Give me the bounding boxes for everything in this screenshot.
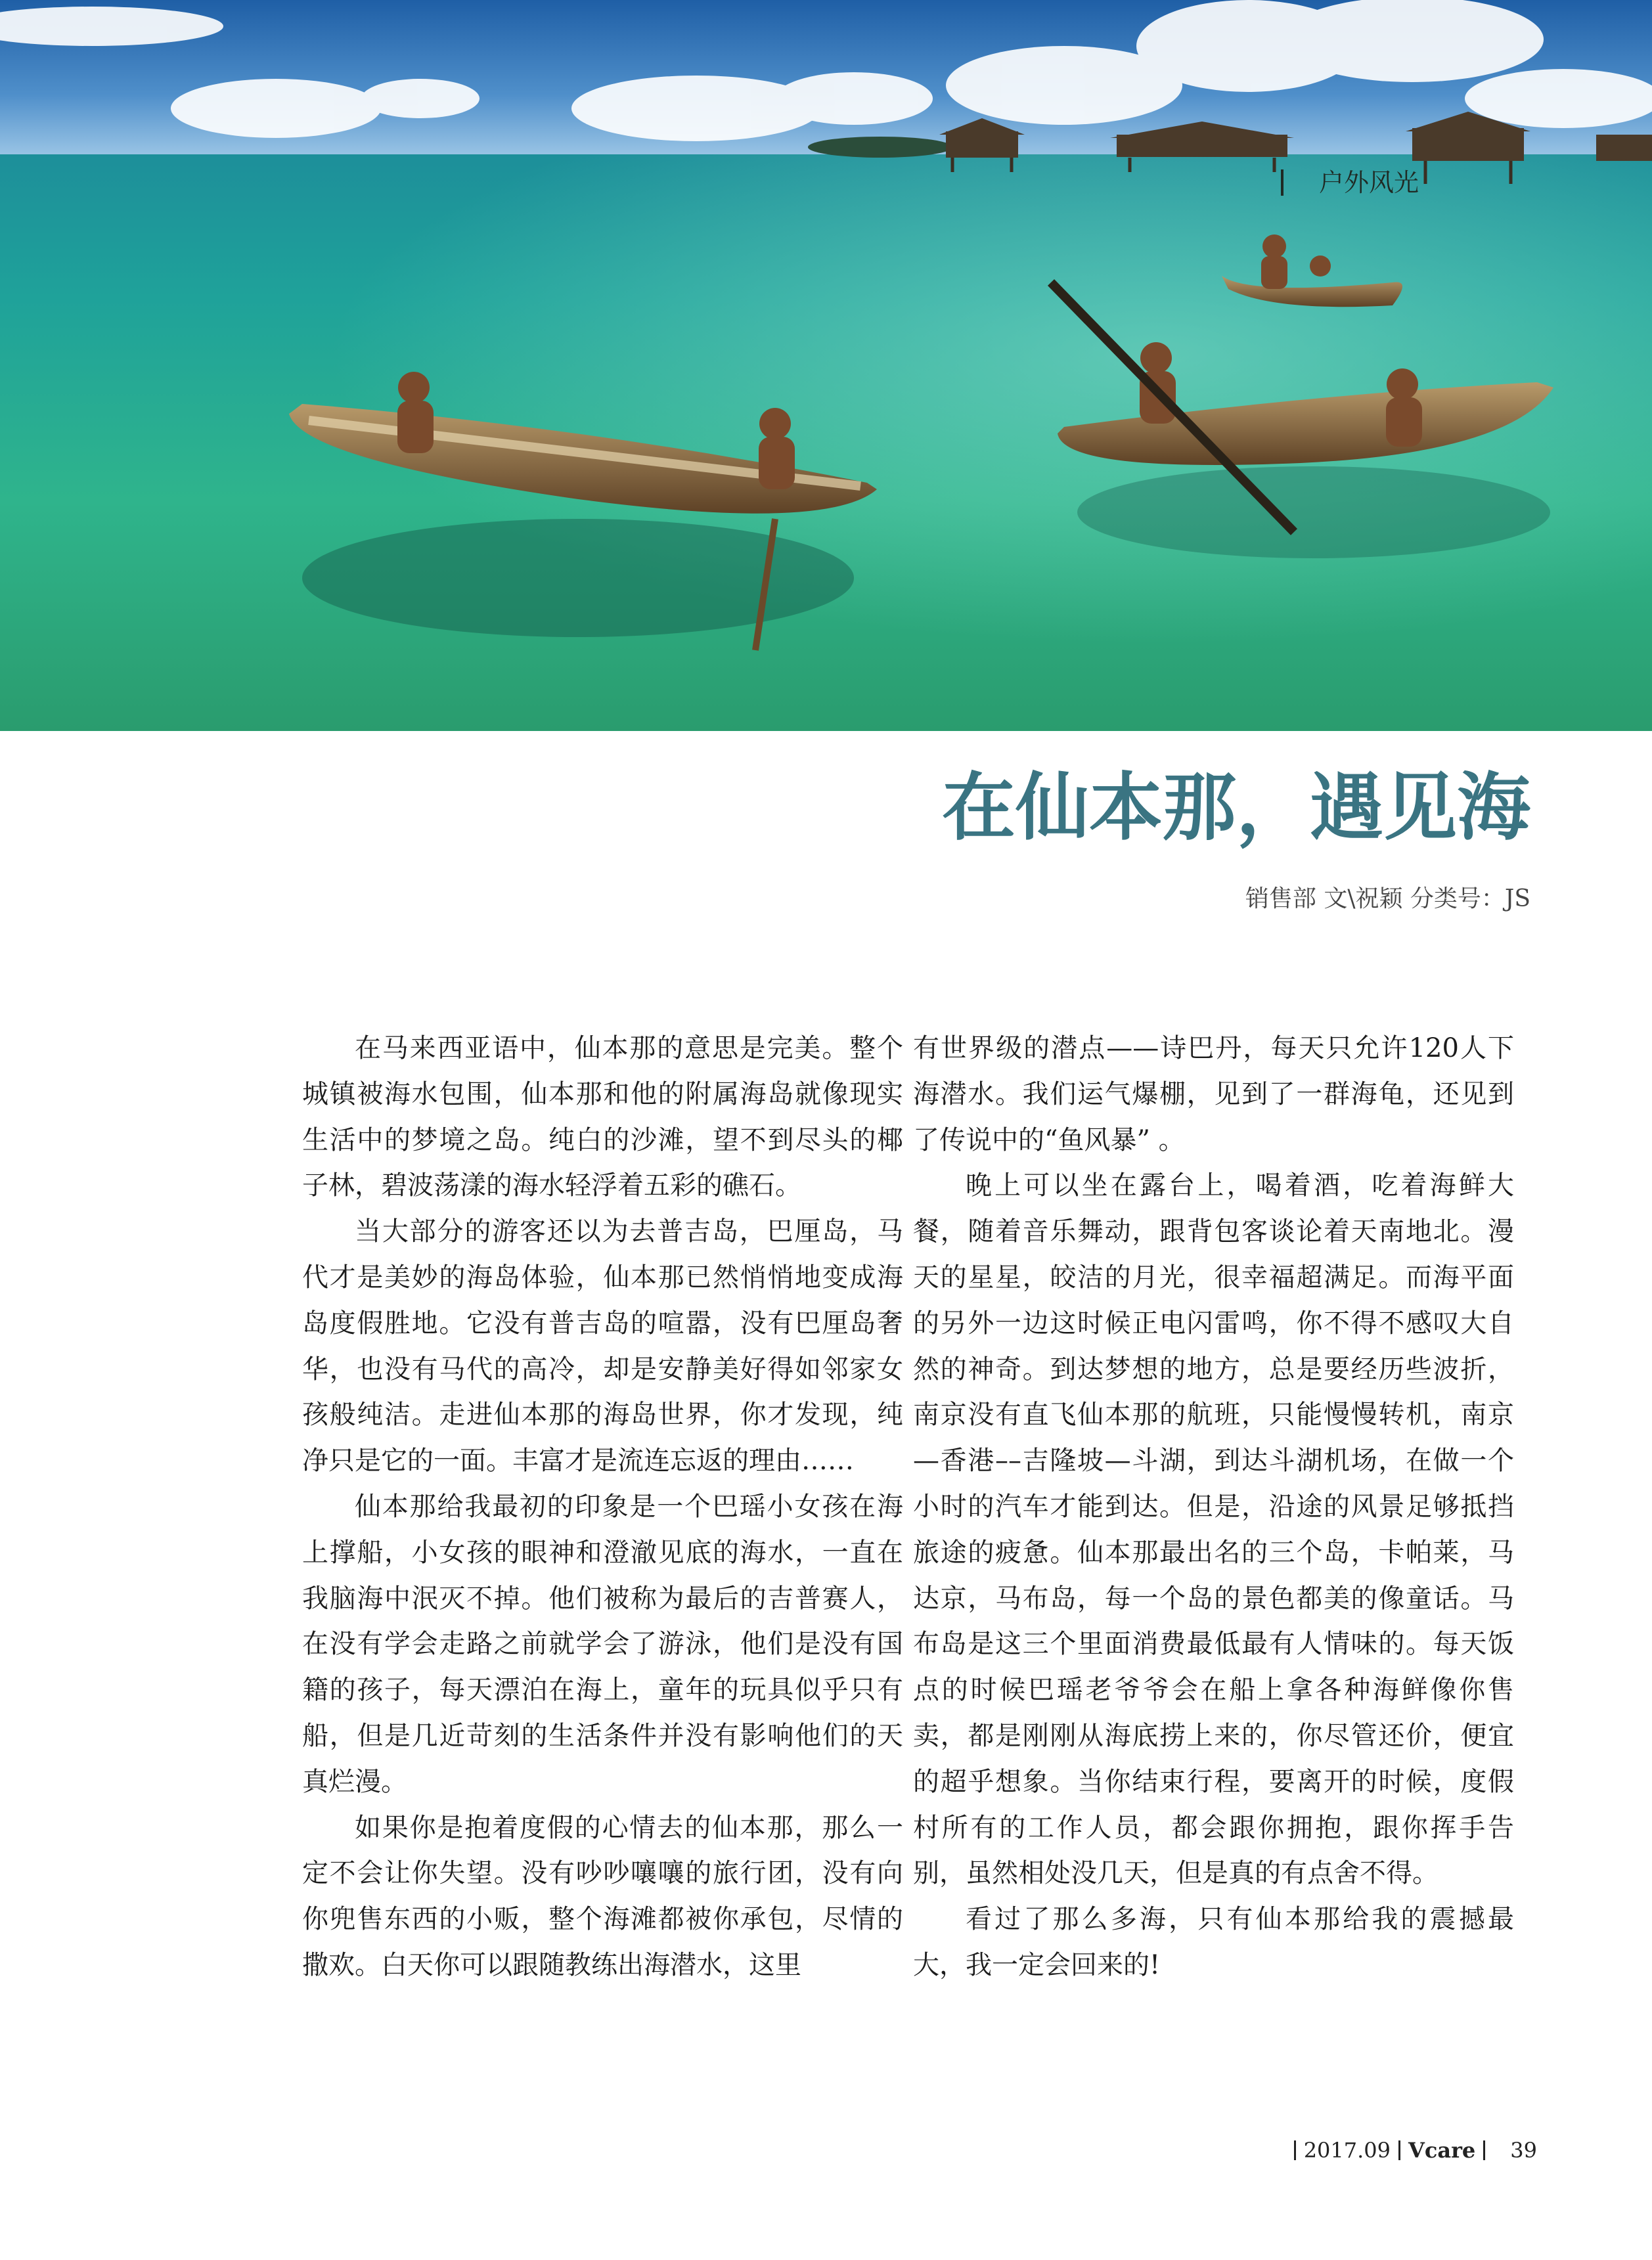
paragraph: 看过了那么多海，只有仙本那给我的震撼最大，我一定会回来的!: [913, 1904, 1514, 1980]
issue-date: 2017.09: [1303, 2138, 1391, 2163]
column-right: [913, 1026, 1514, 1989]
divider: [1483, 2140, 1485, 2160]
sea-canoes-illustration: [0, 0, 1652, 731]
paragraph: 仙本那给我最初的印象是一个巴瑶小女孩在海上撑船，小女孩的眼神和澄澈见底的海水，一直在我脑海中泯灭不掉。他们被称为最后的吉普赛人，在没有学会走路之前就学会了游泳，他们是没有国籍的孩子，每天漂泊在海上，童年的玩具似乎只有船，但是几近苛刻的生活条件并没有影响他们的天真烂漫。: [302, 1491, 903, 1797]
hero-photo: [0, 0, 1652, 731]
divider: [1398, 2140, 1400, 2160]
page-footer: [1286, 2138, 1537, 2163]
paragraph: 晚上可以坐在露台上，喝着酒，吃着海鲜大餐，随着音乐舞动，跟背包客谈论着天南地北。漫天的星星，皎洁的月光，很幸福超满足。而海平面的另外一边这时候正电闪雷鸣，你不得不感叹大自然的神奇。到达梦想的地方，总是要经历些波折，南京没有直飞仙本那的航班，只能慢慢转机，南京—香港––吉隆坡—斗湖，到达斗湖机场，在做一个小时的汽车才能到达。但是，沿途的风景足够抵挡旅途的疲惫。仙本那最出名的三个岛，卡帕莱，马达京，马布岛，每一个岛的景色都美的像童话。马布岛是这三个里面消费最低最有人情味的。每天饭点的时候巴瑶老爷爷会在船上拿各种海鲜像你售卖，都是刚刚从海底捞上来的，你尽管还价，便宜的超乎想象。当你结束行程，要离开的时候，度假村所有的工作人员，都会跟你拥抱，跟你挥手告别，虽然相处没几天，但是真的有点舍不得。: [913, 1170, 1514, 1889]
paragraph-continuation: 有世界级的潜点——诗巴丹，每天只允许120人下海潜水。我们运气爆棚，见到了一群海龟，还见到了传说中的“鱼风暴” 。: [913, 1033, 1514, 1155]
page-number: 39: [1510, 2138, 1537, 2163]
article-body: [302, 1026, 1514, 1989]
divider: [1294, 2140, 1296, 2160]
column-left: [302, 1026, 903, 1989]
magazine-name: Vcare: [1408, 2138, 1476, 2163]
article-byline: 销售部 文\祝颖 分类号：JS: [1245, 885, 1530, 912]
paragraph: 在马来西亚语中，仙本那的意思是完美。整个城镇被海水包围，仙本那和他的附属海岛就像现实生活中的梦境之岛。纯白的沙滩，望不到尽头的椰子林，碧波荡漾的海水轻浮着五彩的礁石。: [302, 1033, 903, 1201]
section-tag: 户外风光: [1281, 169, 1419, 196]
paragraph: 如果你是抱着度假的心情去的仙本那，那么一定不会让你失望。没有吵吵嚷嚷的旅行团，没有向你兜售东西的小贩，整个海滩都被你承包，尽情的撒欢。白天你可以跟随教练出海潜水，这里: [302, 1812, 903, 1980]
paragraph: 当大部分的游客还以为去普吉岛，巴厘岛，马代才是美妙的海岛体验，仙本那已然悄悄地变成海岛度假胜地。它没有普吉岛的喧嚣，没有巴厘岛奢华，也没有马代的高冷，却是安静美好得如邻家女孩般纯洁。走进仙本那的海岛世界，你才发现，纯净只是它的一面。丰富才是流连忘返的理由……: [302, 1216, 903, 1476]
article-title: 在仙本那，遇见海: [942, 765, 1530, 851]
